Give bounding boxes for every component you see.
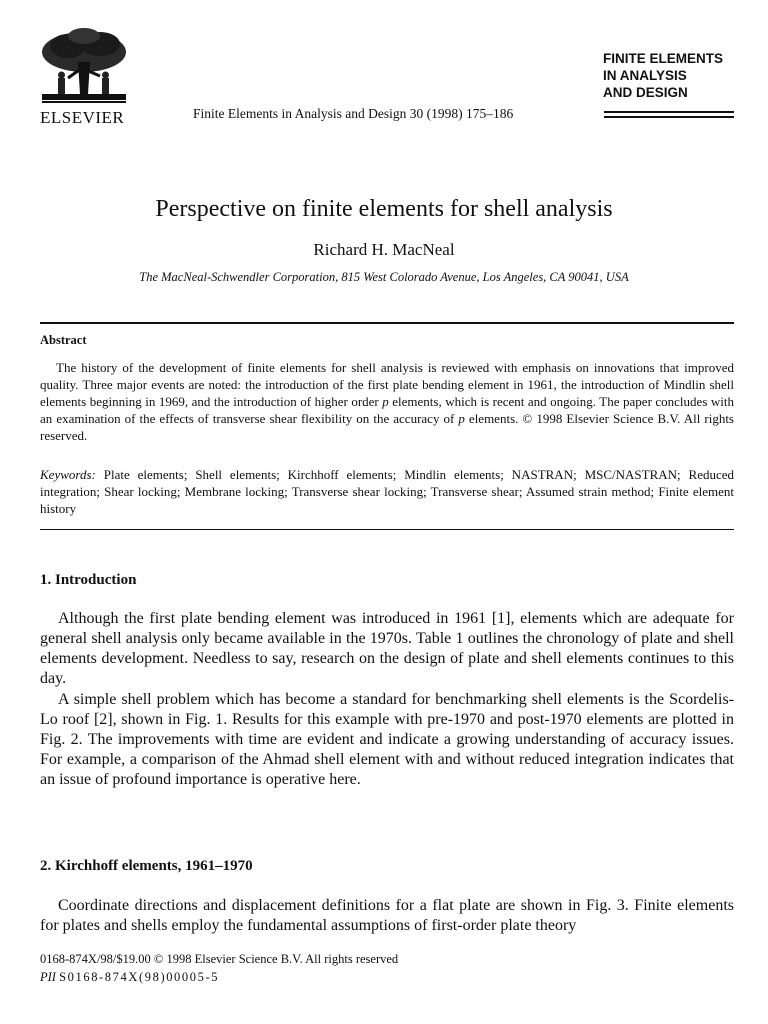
journal-logo-line: AND DESIGN (603, 85, 688, 100)
publisher-name: ELSEVIER (40, 108, 125, 127)
author-affiliation: The MacNeal-Schwendler Corporation, 815 West Colorado Avenue, Los Angeles, CA 90041, USA (139, 270, 629, 284)
abstract-top-rule (40, 322, 734, 324)
section-heading-kirchhoff: 2. Kirchhoff elements, 1961–1970 (40, 858, 253, 874)
pii-line (40, 970, 219, 985)
article-title: Perspective on finite elements for shell analysis (155, 196, 613, 222)
section-heading-introduction: 1. Introduction (40, 572, 137, 588)
keywords (40, 466, 734, 517)
article-author: Richard H. MacNeal (313, 240, 455, 259)
abstract-bottom-rule (40, 529, 734, 530)
keywords-label: Keywords: (40, 467, 96, 482)
copyright-line: 0168-874X/98/$19.00 © 1998 Elsevier Science B.V. All rights reserved (40, 952, 399, 966)
keywords-list: Plate elements; Shell elements; Kirchhoff elements; Mindlin elements; NASTRAN; MSC/NASTRAN; Reduced integration; Shear locking; Membrane locking; Transverse shear locking; Transverse shear; Assumed strain method; Finite element history (40, 467, 735, 516)
journal-citation: Finite Elements in Analysis and Design 30 (1998) 175–186 (193, 106, 514, 121)
body-paragraph: Although the first plate bending element was introduced in 1961 [1], elements which are adequate for general shell analysis only became available in the 1970s. Table 1 outlines the chronology of plate and shell elements development. Needless to say, research on the design of plate and shell elements continues to this day. (40, 610, 734, 687)
journal-logo (603, 50, 723, 101)
journal-logo-line: FINITE ELEMENTS (603, 51, 724, 66)
pii-code: S0168-874X(98)00005-5 (59, 970, 220, 984)
abstract-text: The history of the development of finite elements for shell analysis is reviewed with emphasis on innovations that improved quality. Three major events are noted: the introduction of the first plate bending element in 1961, the introduction of Mindlin shell elements beginning in 1969, and the introduction of higher order p elements, which is recent and ongoing. The paper concludes with an examination of the effects of transverse shear flexibility on the accuracy of p elements. © 1998 Elsevier Science B.V. All rights reserved. (40, 360, 734, 443)
journal-logo-line: IN ANALYSIS (603, 68, 687, 83)
body-paragraph: A simple shell problem which has become a standard for benchmarking shell elements is the Scordelis-Lo roof [2], shown in Fig. 1. Results for this example with pre-1970 and post-1970 elements are plotted in Fig. 2. The improvements with time are evident and indicate a growing understanding of accuracy issues. For example, a comparison of the Ahmad shell element with and without reduced integration indicates that an issue of profound importance is operative here. (40, 691, 734, 788)
abstract-heading: Abstract (40, 333, 87, 347)
pii-label: PII (40, 970, 56, 984)
journal-logo-rules (604, 111, 734, 121)
body-paragraph: Coordinate directions and displacement definitions for a flat plate are shown in Fig. 3. Finite elements for plates and shells employ the fundamental assumptions of first-order plate theory (40, 897, 734, 934)
